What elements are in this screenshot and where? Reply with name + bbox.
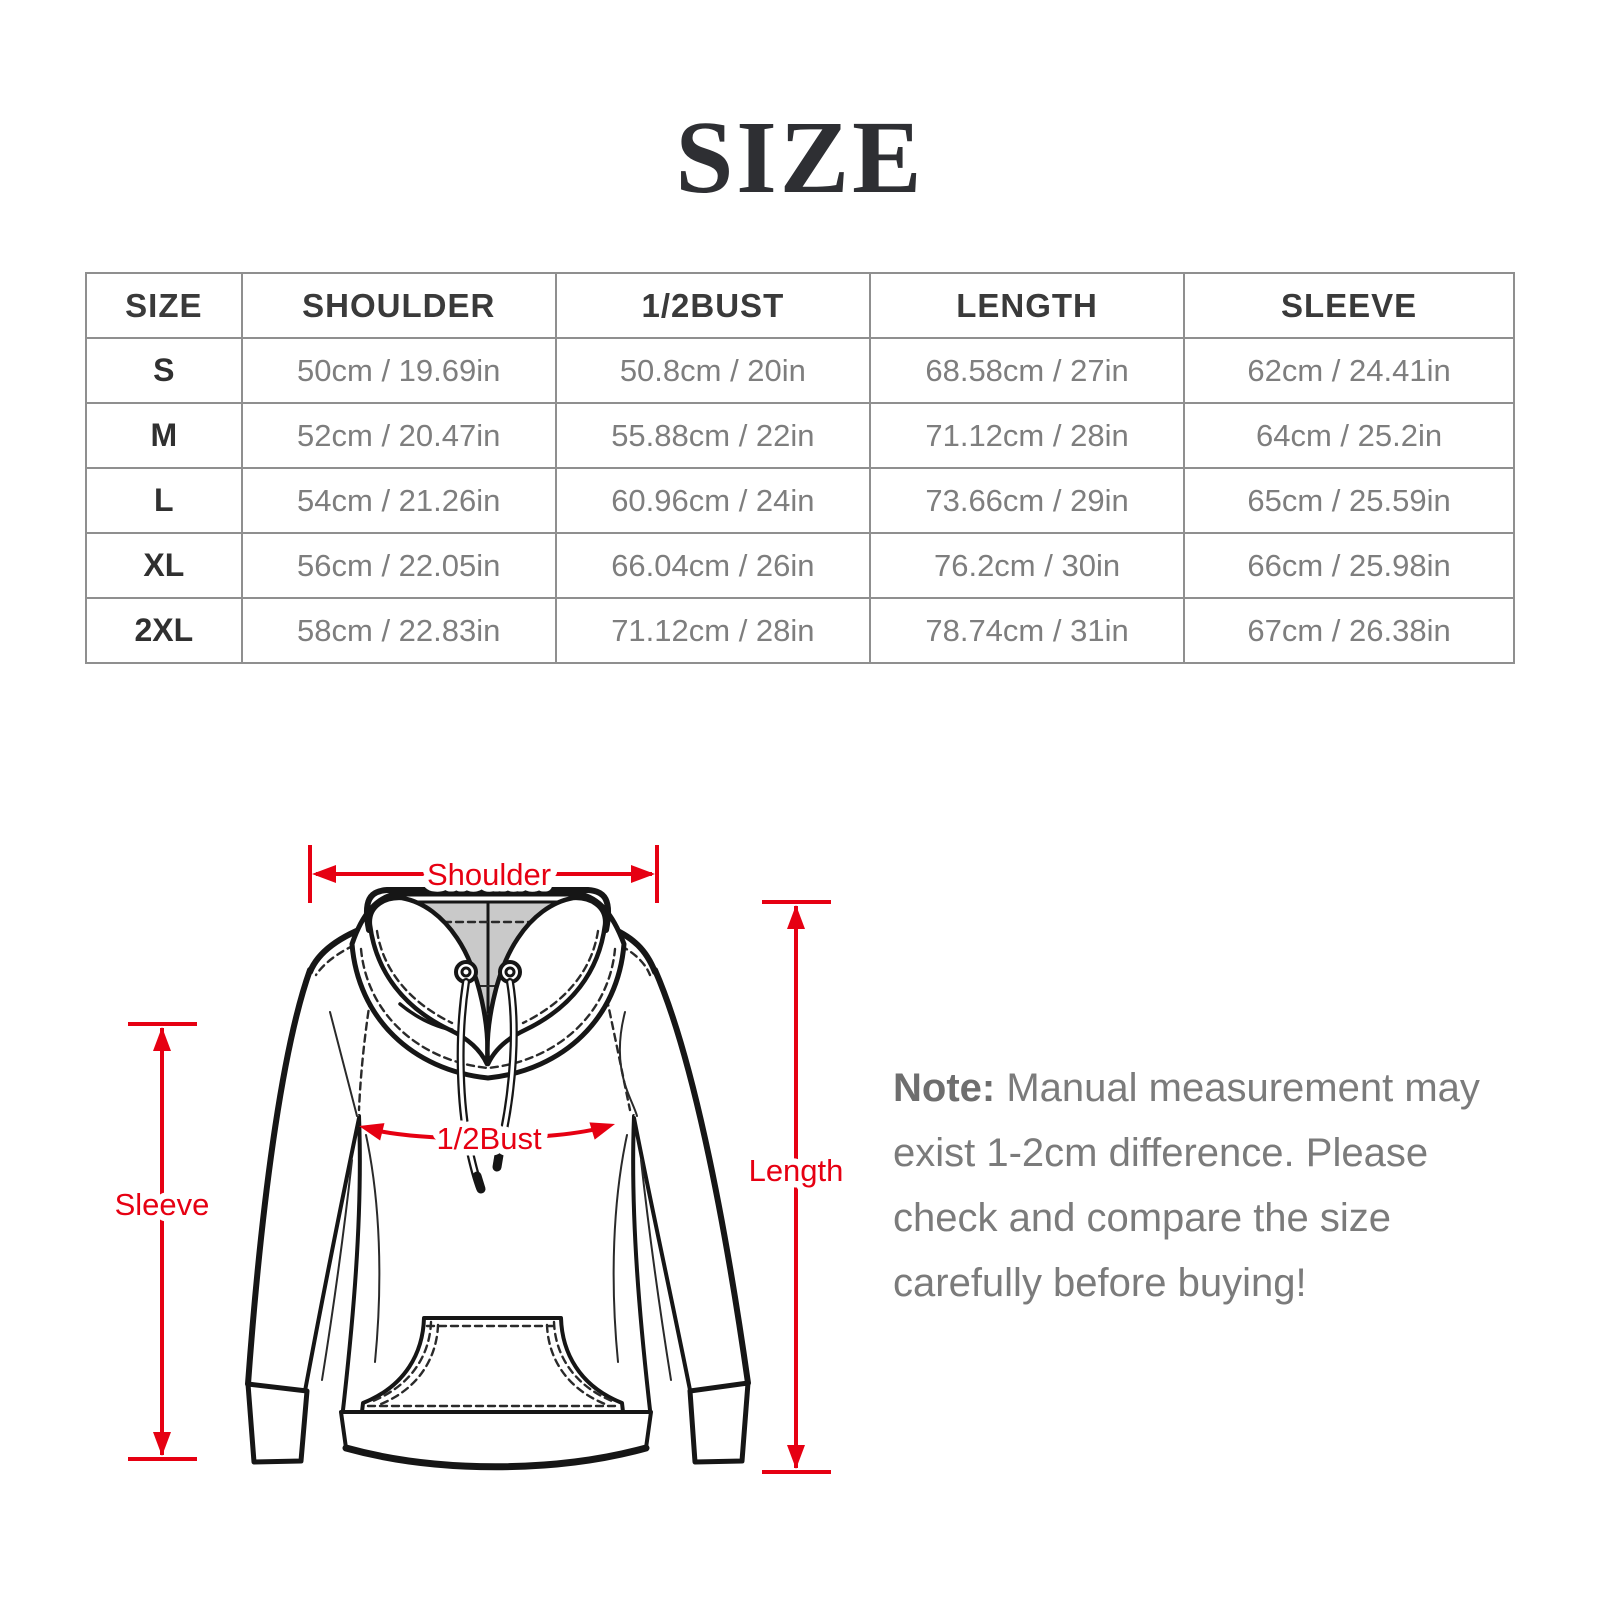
shoulder-cell: 52cm / 20.47in [242, 403, 556, 468]
halfbust-cell: 60.96cm / 24in [556, 468, 870, 533]
hoodie-measurement-diagram [80, 790, 860, 1510]
size-cell: M [86, 403, 242, 468]
length-cell: 68.58cm / 27in [870, 338, 1184, 403]
length-cell: 71.12cm / 28in [870, 403, 1184, 468]
note-body: Manual measurement may exist 1-2cm difference. Please check and compare the size carefully before buying! [893, 1066, 1480, 1305]
shoulder-cell: 58cm / 22.83in [242, 598, 556, 663]
col-header-halfbust: 1/2BUST [556, 273, 870, 338]
sleeve-cell: 67cm / 26.38in [1184, 598, 1514, 663]
col-header-sleeve: SLEEVE [1184, 273, 1514, 338]
length-arrow [749, 902, 844, 1472]
size-cell: S [86, 338, 242, 403]
length-cell: 76.2cm / 30in [870, 533, 1184, 598]
length-cell: 73.66cm / 29in [870, 468, 1184, 533]
halfbust-cell: 55.88cm / 22in [556, 403, 870, 468]
note-text [893, 1056, 1485, 1316]
sleeve-arrow-label: Sleeve [114, 1187, 210, 1222]
note-label: Note: [893, 1066, 996, 1110]
size-table [85, 272, 1515, 664]
table-row-s [86, 338, 1514, 403]
size-cell: 2XL [86, 598, 242, 663]
col-header-size: SIZE [86, 273, 242, 338]
sleeve-cell: 66cm / 25.98in [1184, 533, 1514, 598]
shoulder-arrow-label: Shoulder [426, 857, 552, 892]
sleeve-arrow [115, 1024, 210, 1459]
col-header-length: LENGTH [870, 273, 1184, 338]
table-row-xl [86, 533, 1514, 598]
table-row-2xl [86, 598, 1514, 663]
halfbust-cell: 50.8cm / 20in [556, 338, 870, 403]
shoulder-cell: 56cm / 22.05in [242, 533, 556, 598]
halfbust-cell: 66.04cm / 26in [556, 533, 870, 598]
shoulder-cell: 50cm / 19.69in [242, 338, 556, 403]
size-cell: L [86, 468, 242, 533]
sleeve-cell: 64cm / 25.2in [1184, 403, 1514, 468]
table-row-l [86, 468, 1514, 533]
sleeve-cell: 65cm / 25.59in [1184, 468, 1514, 533]
col-header-shoulder: SHOULDER [242, 273, 556, 338]
hoodie-drawing [248, 890, 748, 1467]
table-row-m [86, 403, 1514, 468]
size-table-header-row [86, 273, 1514, 338]
sleeve-cell: 62cm / 24.41in [1184, 338, 1514, 403]
length-cell: 78.74cm / 31in [870, 598, 1184, 663]
shoulder-cell: 54cm / 21.26in [242, 468, 556, 533]
length-arrow-label: Length [748, 1153, 844, 1188]
halfbust-cell: 71.12cm / 28in [556, 598, 870, 663]
page-title: SIZE [675, 100, 925, 215]
half-bust-arrow-label: 1/2Bust [436, 1121, 542, 1156]
size-cell: XL [86, 533, 242, 598]
